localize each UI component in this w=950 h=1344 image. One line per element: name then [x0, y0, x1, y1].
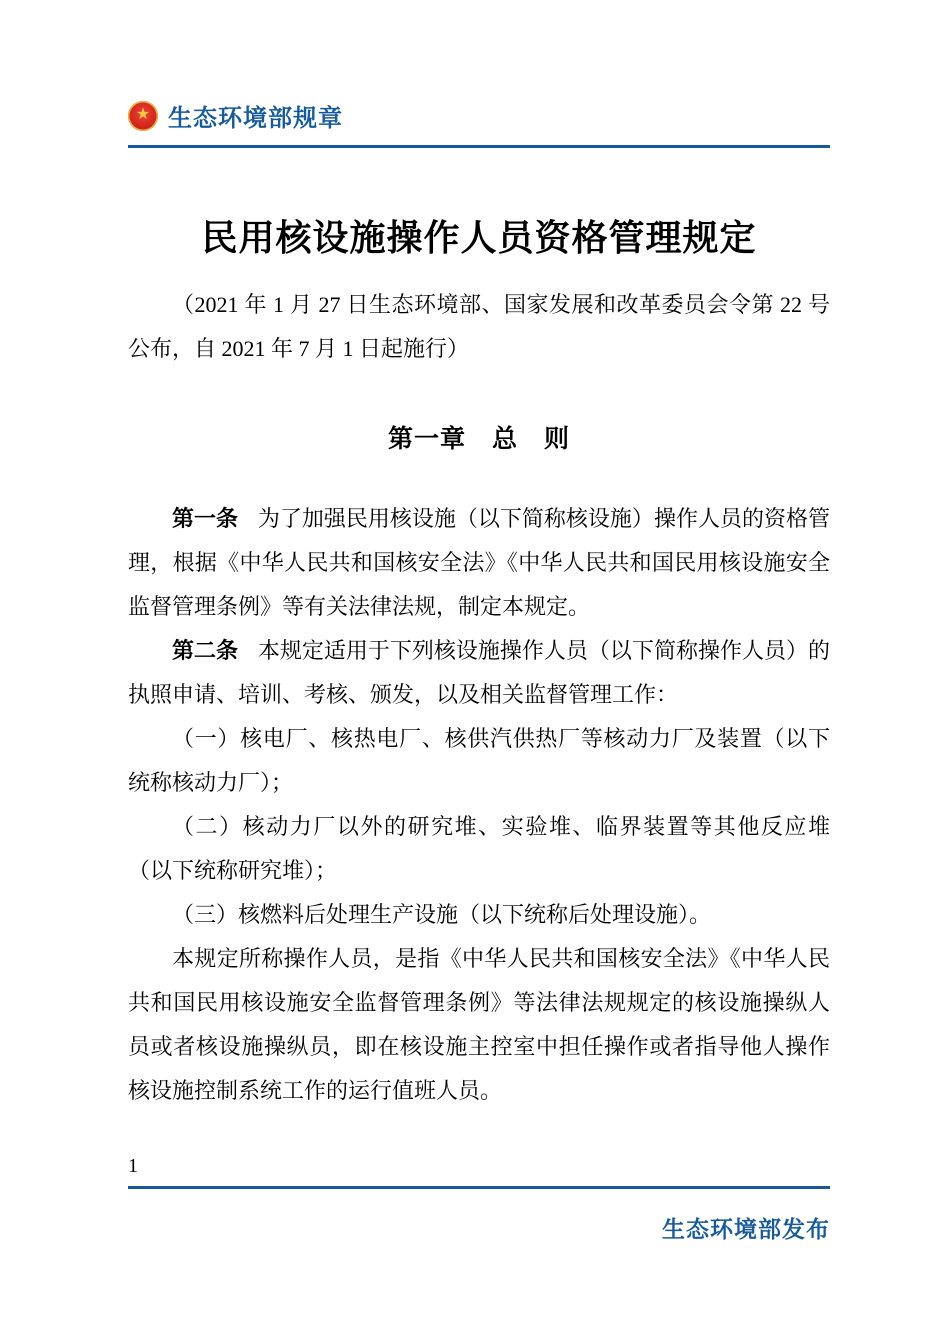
paragraph-text: （一）核电厂、核热电厂、核供汽供热厂等核动力厂及装置（以下统称核动力厂）； [128, 726, 830, 795]
paragraph [128, 717, 830, 805]
star-icon: ★ [135, 105, 151, 123]
document-title: 民用核设施操作人员资格管理规定 [201, 218, 757, 258]
national-emblem-icon [128, 101, 158, 131]
header-divider [128, 145, 830, 148]
paragraph [128, 497, 830, 629]
paragraph-text: 本规定适用于下列核设施操作人员（以下简称操作人员）的执照申请、培训、考核、颁发，以及相关监督管理工作： [128, 638, 830, 707]
header-agency-label: 生态环境部规章 [168, 105, 343, 132]
chapter-heading: 第一章 总 则 [387, 425, 570, 453]
paragraph-text: （三）核燃料后处理生产设施（以下统称后处理设施）。 [172, 902, 712, 927]
paragraph-text: （二）核动力厂以外的研究堆、实验堆、临界装置等其他反应堆（以下统称研究堆）； [128, 814, 830, 883]
article-number: 第一条 [172, 506, 239, 531]
paragraph [128, 893, 830, 937]
paragraph [128, 805, 830, 893]
document-body [128, 497, 830, 1113]
footer-divider [128, 1186, 830, 1189]
page-number: 1 [128, 1155, 138, 1177]
header [128, 98, 830, 133]
article-number: 第二条 [172, 638, 239, 663]
paragraph [128, 629, 830, 717]
publisher-label: 生态环境部发布 [662, 1216, 830, 1242]
promulgation-note: （2021 年 1 月 27 日生态环境部、国家发展和改革委员会令第 22 号公布，自 2021 年 7 月 1 日起施行） [128, 292, 830, 361]
paragraph [128, 937, 830, 1113]
paragraph-text: 为了加强民用核设施（以下简称核设施）操作人员的资格管理，根据《中华人民共和国核安全法》《中华人民共和国民用核设施安全监督管理条例》等有关法律法规，制定本规定。 [128, 506, 830, 619]
footer [128, 1155, 830, 1244]
paragraph-text: 本规定所称操作人员，是指《中华人民共和国核安全法》《中华人民共和国民用核设施安全监督管理条例》等法律法规规定的核设施操纵人员或者核设施操纵员，即在核设施主控室中担任操作或者指导他人操作核设施控制系统工作的运行值班人员。 [128, 946, 830, 1103]
